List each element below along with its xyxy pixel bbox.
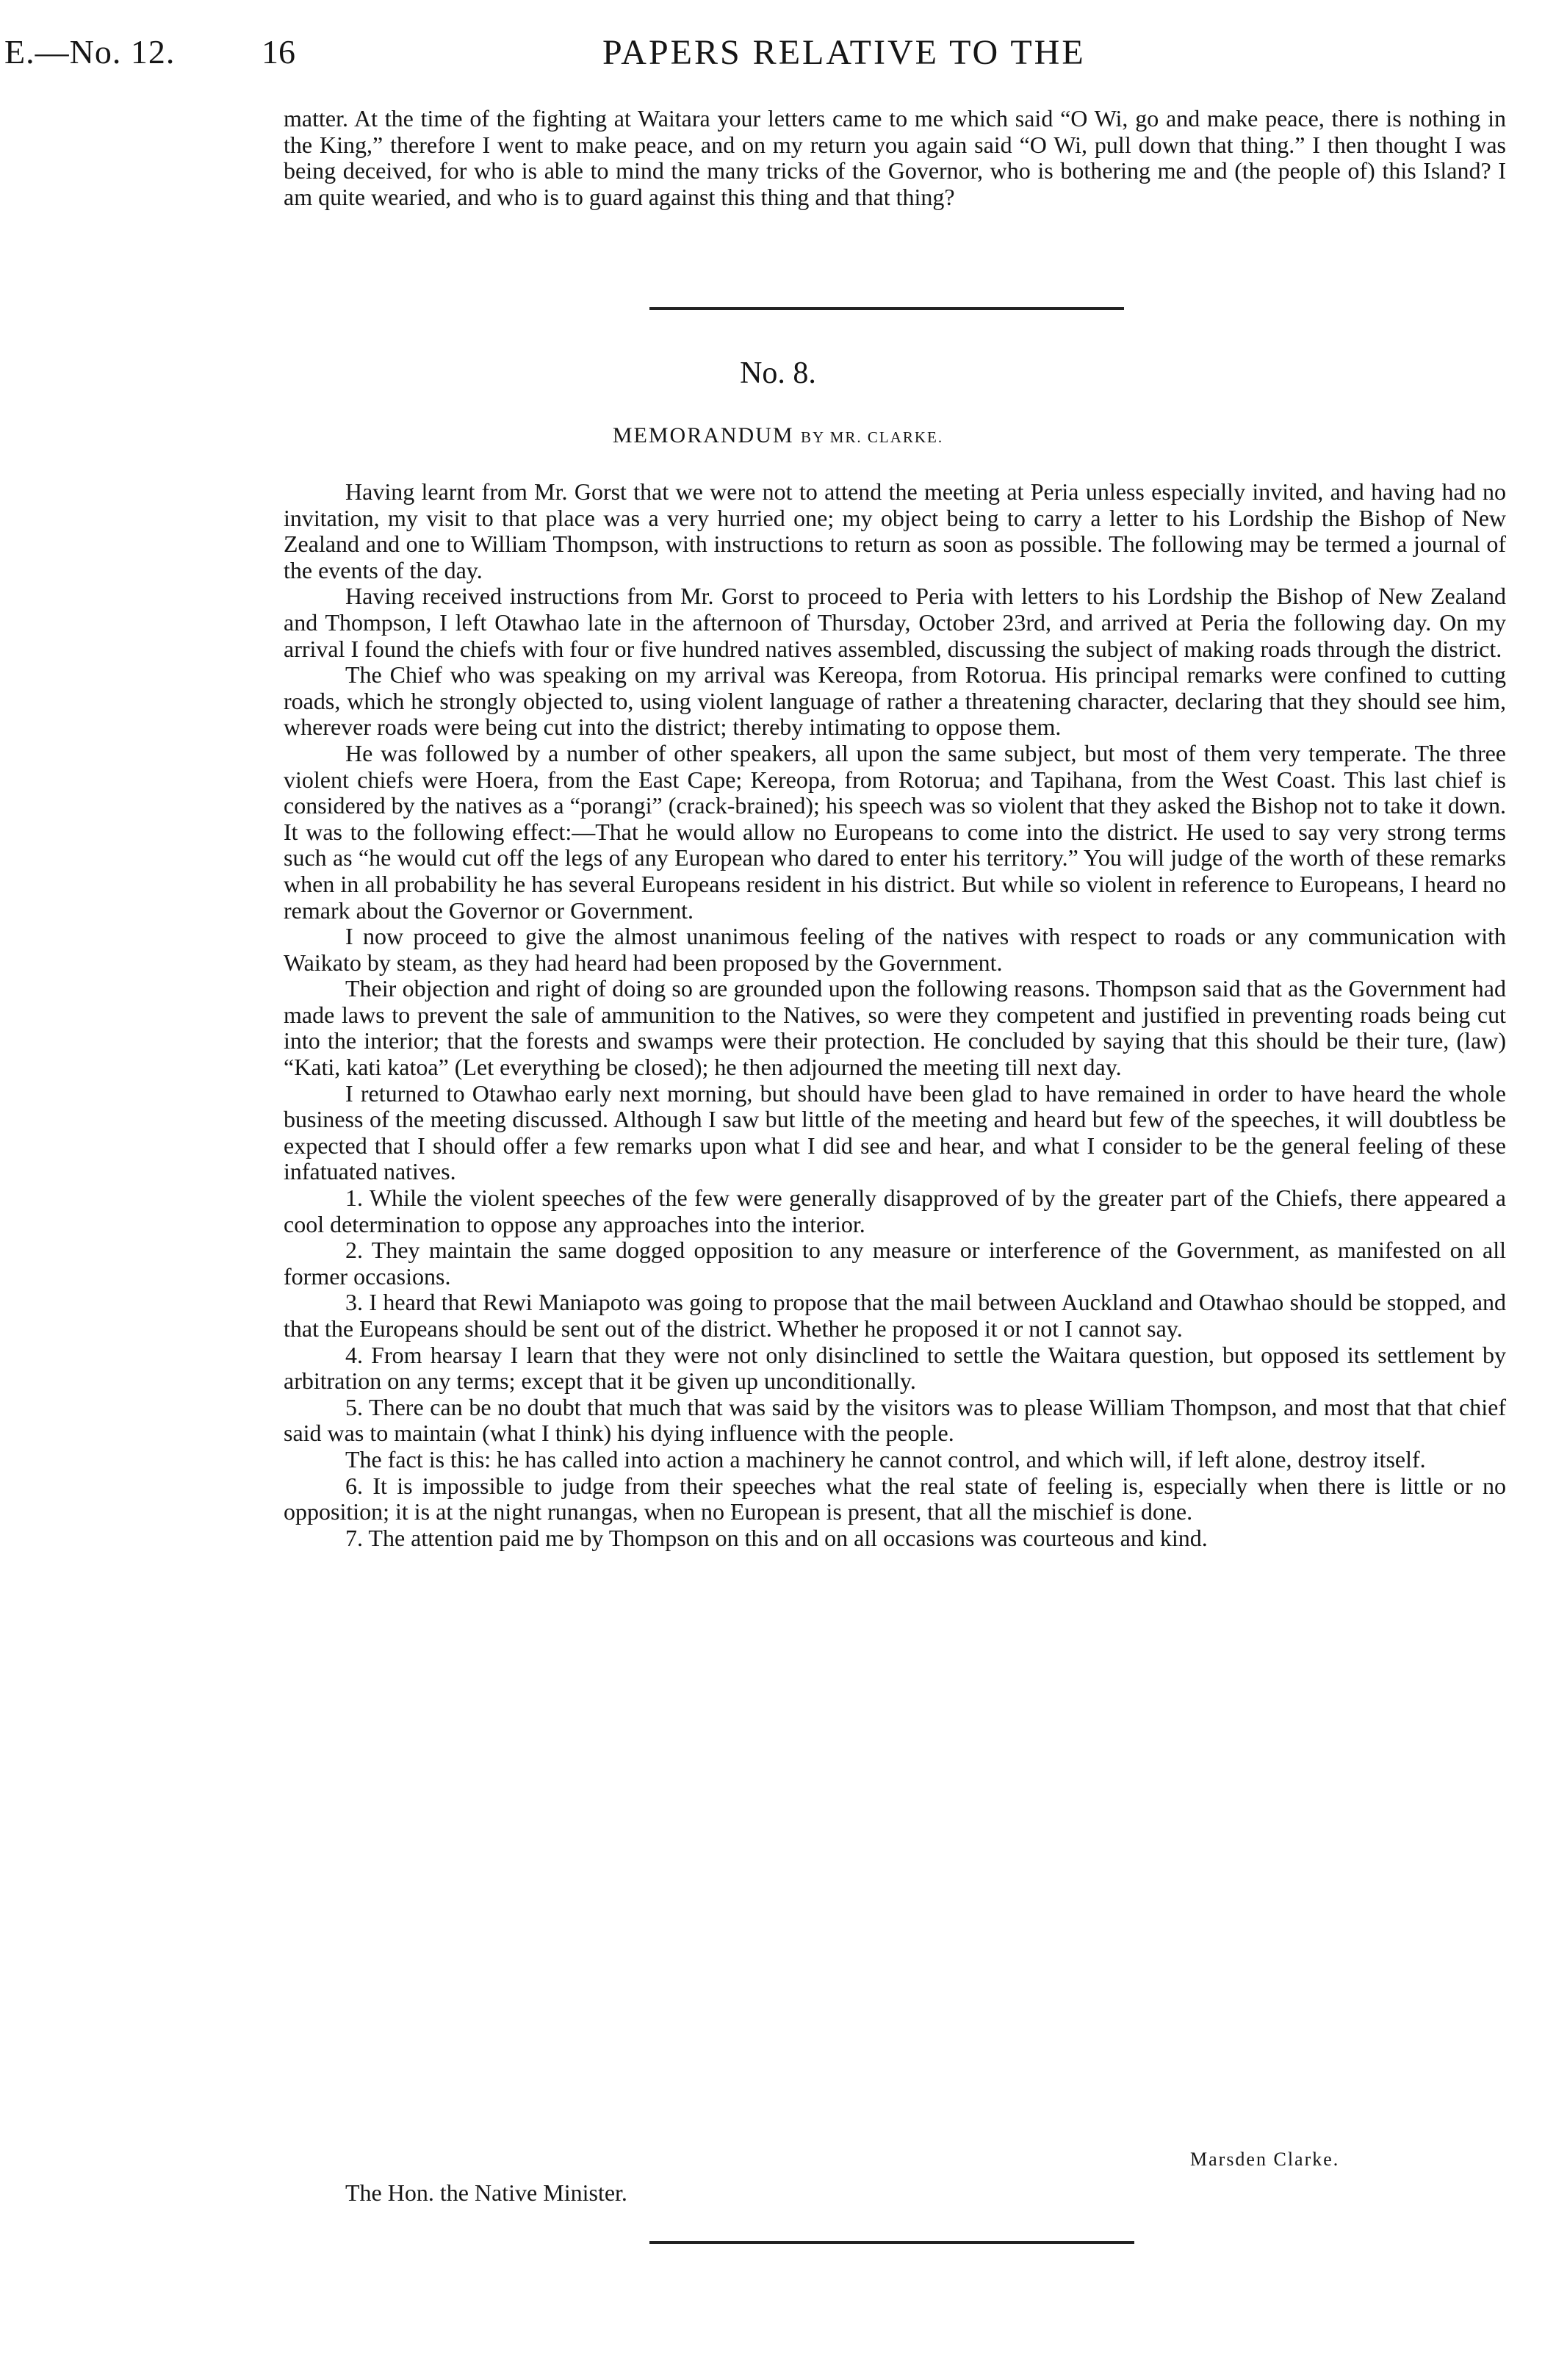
body-paragraph: Their objection and right of doing so are grounded upon the following reasons. Thompson said that as the Government had made laws to prevent the sale of ammunition to the Natives, so were they competent and justified in preventing roads being cut into the interior; that the forests and swamps were their protection. He concluded by saying that this should be their ture, (law) “Kati, kati katoa” (Let everything be closed); he then adjourned the meeting till next day.: [284, 975, 1506, 1081]
body-paragraph: The fact is this: he has called into action a machinery he cannot control, and which will, if left alone, destroy itself.: [345, 1445, 1426, 1473]
body-paragraph: I returned to Otawhao early next morning, but should have been glad to have remained in order to have heard the whole business of the meeting discussed. Although I saw but little of the meeting and heard but few of the speeches, it will doubtless be expected that I should offer a few remarks upon what I did see and hear, and what I consider to be the general feeling of these infatuated natives.: [284, 1079, 1506, 1185]
numbered-paragraph: 3. I heard that Rewi Maniapoto was going to propose that the mail between Auckland and Otawhao should be stopped, and that the Europeans should be sent out of the district. Whether he proposed it or not I cannot say.: [284, 1289, 1506, 1342]
numbered-paragraph: 2. They maintain the same dogged opposition to any measure or interference of the Government, as manifested on all former occasions.: [284, 1237, 1506, 1290]
signature-first: Marsden: [1190, 2149, 1267, 2170]
page-header: [0, 32, 1556, 76]
memo-body: [284, 479, 1506, 1551]
body-paragraph: The Chief who was speaking on my arrival was Kereopa, from Rotorua. His principal remarks were confined to cutting roads, which he strongly objected to, using violent language of rather a threatening character, declaring that they should see him, wherever roads were being cut into the district; thereby intimating to oppose them.: [284, 661, 1506, 741]
numbered-paragraph: 1. While the violent speeches of the few were generally disapproved of by the greater part of the Chiefs, there appeared a cool determination to oppose any approaches into the interior.: [284, 1184, 1506, 1237]
numbered-paragraph: 4. From hearsay I learn that they were not only disinclined to settle the Waitara question, but opposed its settlement by arbitration on any terms; except that it be given up unconditionally.: [284, 1341, 1506, 1395]
running-title: PAPERS RELATIVE TO THE: [602, 33, 1086, 72]
page-number: 16: [262, 33, 295, 71]
body-paragraph: Having received instructions from Mr. Gorst to proceed to Peria with letters to his Lordship the Bishop of New Zealand and Thompson, I left Otawhao late in the afternoon of Thursday, October 23rd, and arrived at Peria the following day. On my arrival I found the chiefs with four or five hundred natives assembled, discussing the subject of making roads through the district.: [284, 583, 1506, 662]
numbered-paragraph: 5. There can be no doubt that much that was said by the visitors was to please William Thompson, and most that that chief said was to maintain (what I think) his dying influence with the people.: [284, 1393, 1506, 1447]
section-divider-bottom: [649, 2241, 1134, 2244]
memo-heading: [0, 423, 1556, 448]
body-paragraph: He was followed by a number of other speakers, all upon the same subject, but most of them very temperate. The three violent chiefs were Hoera, from the East Cape; Kereopa, from Rotorua; and Tapihana, from the West Coast. This last chief is considered by the natives as a “porangi” (crack-brained); his speech was so violent that they asked the Bishop not to take it down. It was to the following effect:—That he would allow no Europeans to come into the district. He used to say very strong terms such as “he would cut off the legs of any European who dared to enter his territory.” You will judge of the worth of these remarks when in all probability he has several Europeans resident in his district. But while so violent in reference to Europeans, I heard no remark about the Governor or Government.: [284, 739, 1506, 924]
numbered-paragraph: 7. The attention paid me by Thompson on this and on all occasions was courteous and kind.: [345, 1524, 1208, 1551]
body-paragraph: Having learnt from Mr. Gorst that we were not to attend the meeting at Peria unless especially invited, and having had no invitation, my visit to that place was a very hurried one; my object being to carry a letter to his Lordship the Bishop of New Zealand and one to William Thompson, with instructions to return as soon as possible. The following may be termed a journal of the events of the day.: [284, 478, 1506, 583]
section-divider-top: [649, 307, 1124, 310]
numbered-paragraph: 6. It is impossible to judge from their speeches what the real state of feeling is, especially when there is little or no opposition; it is at the night runangas, when no European is present, that all the mischief is done.: [284, 1472, 1506, 1525]
document-number: No. 8.: [740, 356, 816, 390]
intro-paragraph: matter. At the time of the fighting at Waitara your letters came to me which said “O Wi, go and make peace, there is nothing in the King,” therefore I went to make peace, and on my return you again said “O Wi, pull down that thing.” I then thought I was being deceived, for who is able to mind the many tricks of the Governor, who is bothering me and (the people of) this Island? I am quite wearied, and who is to guard against this thing and that thing?: [284, 105, 1506, 210]
signature: [1190, 2144, 1339, 2172]
signature-last: Clarke.: [1273, 2149, 1340, 2170]
document-reference: E.—No. 12.: [4, 33, 176, 71]
body-paragraph: I now proceed to give the almost unanimous feeling of the natives with respect to roads or any communication with Waikato by steam, as they had heard had been proposed by the Government.: [284, 923, 1506, 976]
memo-heading-main: MEMORANDUM: [612, 423, 794, 447]
addressee: The Hon. the Native Minister.: [345, 2179, 627, 2206]
intro-block: [284, 106, 1506, 210]
memo-heading-by: BY MR. CLARKE.: [801, 428, 944, 446]
